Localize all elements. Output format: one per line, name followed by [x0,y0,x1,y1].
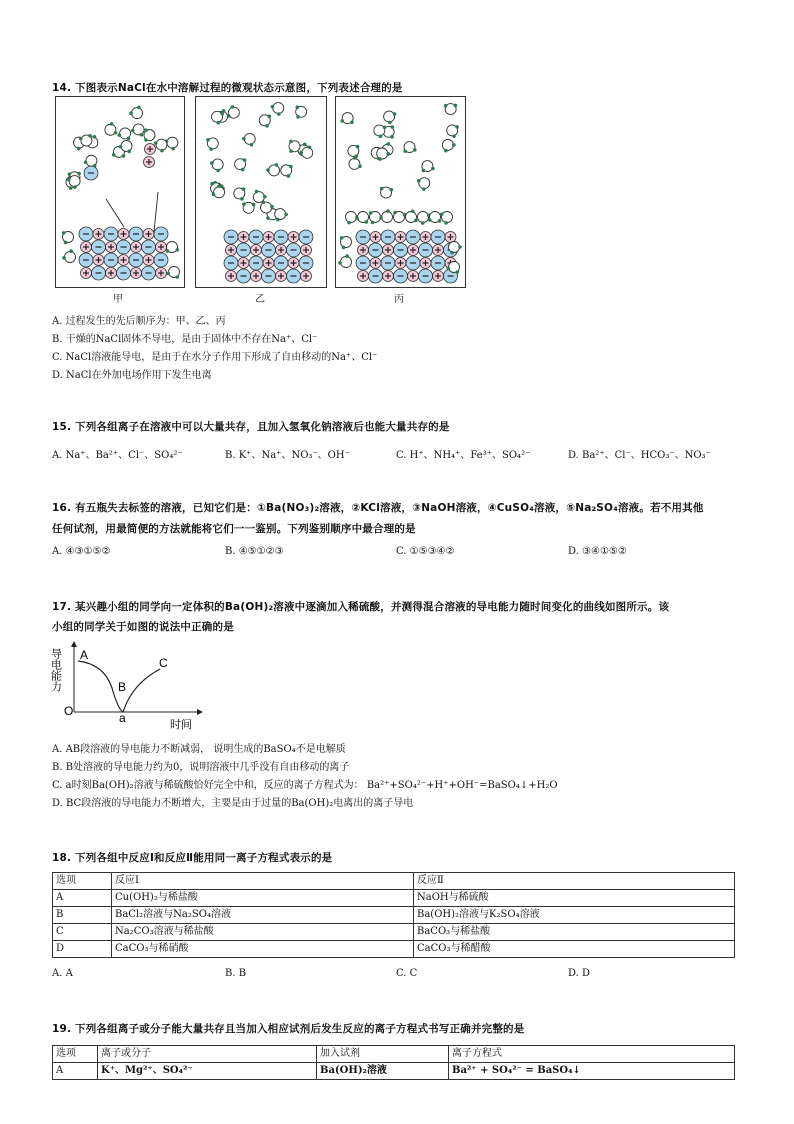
chloride-ion [154,227,168,241]
water-molecule [105,122,117,135]
water-molecule [403,142,416,153]
q17-option-c: C. a时刻Ba(OH)₂溶液与稀硫酸恰好完全中和，反应的离子方程式为： Ba²⁺+SO₄²⁻+H⁺+OH⁻=BaSO₄↓+H₂O [52,780,558,791]
water-molecule [349,156,362,169]
table-header-row [53,1046,735,1063]
table-cell: NaOH与稀硫酸 [414,890,735,907]
sodium-ion [143,255,154,266]
water-molecule [144,128,155,141]
water-molecule [253,190,266,203]
sodium-ion [408,271,419,282]
point-b-label: B [118,680,127,694]
sodium-ion [445,232,456,243]
q18-header-reaction-2: 反应Ⅱ [414,873,735,890]
water-molecule [374,125,387,138]
q16-option-c: C. ①⑤③④② [396,546,455,557]
water-molecule [338,254,351,267]
q17-option-d: D. BC段溶液的导电能力不断增大，主要是由于过量的Ba(OH)₂电离出的离子导电 [52,798,414,809]
chloride-ion [356,230,370,244]
q17-option-a: A. AB段溶液的导电能力不断减弱， 说明生成的BaSO₄不是电解质 [52,744,346,755]
table-row [53,907,735,924]
water-molecule [129,106,142,119]
beaker-bing-diagram [336,97,465,287]
chloride-ion [249,256,263,270]
water-molecule [447,125,459,138]
point-a-label: A [80,648,89,662]
sodium-ion [251,245,262,256]
sodium-ion [106,268,117,279]
water-molecule [154,139,167,152]
water-molecule [340,236,352,249]
beaker-jia-diagram [56,97,184,287]
water-molecule [242,202,255,213]
sodium-ion [288,258,299,269]
water-molecule [275,209,288,222]
table-cell: CaCO₃与稀硝酸 [112,941,414,958]
water-molecule [118,128,131,140]
water-molecule [210,159,223,172]
sodium-ion [276,245,287,256]
q15-option-b: B. K⁺、Na⁺、NO₃⁻、OH⁻ [225,450,350,461]
table-cell: C [53,924,112,941]
water-molecule [348,145,359,158]
water-molecule [206,138,218,151]
sodium-ion [370,232,381,243]
q15-option-a: A. Na⁺、Ba²⁺、Cl⁻、SO₄²⁻ [52,450,183,461]
chloride-ion [79,227,93,241]
table-cell: CaCO₃与稀醋酸 [414,941,735,958]
sodium-ion [251,271,262,282]
chloride-ion [299,256,313,270]
q15-option-d: D. Ba²⁺、Cl⁻、HCO₃⁻、NO₃⁻ [568,450,711,461]
water-molecule [449,242,462,255]
chloride-ion [431,230,445,244]
water-molecule [295,105,306,118]
beaker-jia [55,96,185,288]
table-row [53,1063,735,1080]
q15-option-c: C. H⁺、NH₄⁺、Fe³⁺、SO₄²⁻ [396,450,531,461]
water-molecule [406,209,418,222]
sodium-ion [301,245,312,256]
q17-option-b: B. B处溶液的导电能力约为0，说明溶液中几乎没有自由移动的离子 [52,762,350,773]
chloride-ion [287,243,301,257]
water-molecule [259,115,271,128]
origin-label: O [64,704,74,718]
chloride-ion [274,256,288,270]
sodium-ion [395,258,406,269]
water-molecule [266,163,279,176]
chloride-ion [117,240,131,254]
q16-title-line1: 16. 有五瓶失去标签的溶液，已知它们是：①Ba(NO₃)₂溶液，②KCl溶液，③NaOH溶液，④CuSO₄溶液，⑤Na₂SO₄溶液。若不用其他 [52,502,704,514]
q14-option-b: B. 干燥的NaCl固体不导电，是由于固体中不存在Na⁺、Cl⁻ [52,334,318,345]
sodium-ion [156,242,167,253]
water-molecule [393,211,406,223]
label-bing: 丙 [394,294,404,305]
q14-option-c: C. NaCl溶液能导电，是由于在水分子作用下形成了自由移动的Na⁺、Cl⁻ [52,352,378,363]
sodium-ion [131,268,142,279]
chloride-ion [142,266,156,280]
sodium-ion [420,258,431,269]
water-molecule [131,124,144,137]
sodium-ion [226,245,237,256]
water-molecule [341,113,354,124]
q16-option-d: D. ③④①⑤② [568,546,627,557]
q14-option-a: A. 过程发生的先后顺序为：甲、乙、丙 [52,316,226,327]
water-molecule [442,139,455,152]
table-cell: Ba(OH)₂溶液 [317,1063,449,1080]
chloride-ion [381,230,395,244]
q18-table [52,872,735,958]
chloride-ion [92,240,106,254]
chloride-ion [79,253,93,267]
chloride-ion [262,269,276,283]
water-molecule [62,249,75,262]
water-molecule [444,104,457,115]
water-molecule [418,212,431,225]
table-row [53,890,735,907]
chloride-ion [104,253,118,267]
sodium-ion [226,271,237,282]
chloride-ion [237,269,251,283]
q19-title: 19. 下列各组离子或分子能大量共存且当加入相应试剂后发生反应的离子方程式书写正确并完整的是 [52,1023,525,1035]
sodium-ion [93,255,104,266]
sodium-ion [238,258,249,269]
sodium-ion [370,258,381,269]
q19-header-option: 选项 [53,1046,98,1063]
q19-header-equation: 离子方程式 [449,1046,735,1063]
table-header-row [53,873,735,890]
q17-title-line1: 17. 某兴趣小组的同学向一定体积的Ba(OH)₂溶液中逐滴加入稀硫酸，并测得混合溶液的导电能力随时间变化的曲线如图所示。该 [52,601,670,613]
chloride-ion [369,269,383,283]
q16-title-line2: 任何试剂，用最简便的方法就能将它们一一鉴别。下列鉴别顺序中最合理的是 [52,523,416,535]
water-molecule [380,187,393,198]
q19-header-ions: 离子或分子 [98,1046,317,1063]
sodium-ion [358,245,369,256]
sodium-ion [81,242,92,253]
q18-option-c: C. C [396,968,418,979]
x-axis-label: 时间 [170,718,192,731]
q16-option-b: B. ④⑤①②③ [225,546,284,557]
sodium-ion [358,271,369,282]
water-molecule [417,178,430,191]
point-c-label: C [159,656,168,670]
sodium-ion [263,258,274,269]
label-yi: 乙 [255,294,265,305]
chloride-ion [431,256,445,270]
sodium-ion [81,268,92,279]
sodium-ion [383,245,394,256]
table-cell: Ba²⁺ + SO₄²⁻ = BaSO₄↓ [449,1063,735,1080]
chloride-ion [249,230,263,244]
water-molecule [271,103,284,116]
water-molecule [355,212,368,224]
water-molecule [369,211,381,224]
beaker-yi-diagram [196,97,326,287]
sodium-ion [288,232,299,243]
chloride-ion [356,256,370,270]
chloride-ion [394,269,408,283]
chloride-ion [287,269,301,283]
chloride-ion [419,269,433,283]
q18-header-reaction-1: 反应Ⅰ [112,873,414,890]
chloride-ion [129,253,143,267]
chloride-ion [104,227,118,241]
table-cell: Cu(OH)₂与稀盐酸 [112,890,414,907]
sodium-ion [156,268,167,279]
sodium-ion [276,271,287,282]
movement-arrow [106,199,124,227]
sodium-ion [383,271,394,282]
water-molecule [166,242,179,253]
table-cell: Ba(OH)₂溶液与K₂SO₄溶液 [414,907,735,924]
sodium-ion [106,242,117,253]
sodium-ion [131,242,142,253]
sodium-ion [238,232,249,243]
conductivity-graph [49,640,212,732]
label-jia: 甲 [113,294,123,305]
sodium-ion [118,255,129,266]
sodium-ion [143,229,154,240]
table-cell: Na₂CO₃溶液与稀盐酸 [112,924,414,941]
sodium-ion [145,144,156,155]
chloride-ion [154,253,168,267]
table-cell: A [53,890,112,907]
q18-title: 18. 下列各组中反应Ⅰ和反应Ⅱ能用同一离子方程式表示的是 [52,852,333,864]
q19-header-reagent: 加入试剂 [317,1046,449,1063]
table-row [53,941,735,958]
sodium-ion [263,232,274,243]
chloride-ion [224,230,238,244]
chloride-ion [262,243,276,257]
chloride-ion [142,240,156,254]
water-molecule [227,105,239,118]
water-molecule [234,187,246,200]
chloride-ion [406,256,420,270]
chloride-ion [369,243,383,257]
q19-table [52,1045,735,1080]
sodium-ion [93,229,104,240]
chloride-ion [419,243,433,257]
chloride-ion [394,243,408,257]
table-cell: D [53,941,112,958]
movement-arrow [154,192,158,232]
chloride-ion [406,230,420,244]
sodium-ion [433,271,444,282]
sodium-ion [118,229,129,240]
table-cell: BaCO₃与稀盐酸 [414,924,735,941]
water-molecule [62,231,74,244]
sodium-ion [433,245,444,256]
chloride-ion [274,230,288,244]
chloride-ion [129,227,143,241]
tick-a-label: a [119,711,126,725]
q14-title: 14. 下图表示NaCl在水中溶解过程的微观状态示意图，下列表述合理的是 [52,82,403,94]
chloride-ion [224,256,238,270]
chloride-ion [92,266,106,280]
q18-header-option: 选项 [53,873,112,890]
table-cell: A [53,1063,98,1080]
water-molecule [422,161,435,173]
beaker-yi [195,96,327,288]
q15-title: 15. 下列各组离子在溶液中可以大量共存，且加入氢氧化钠溶液后也能大量共存的是 [52,421,450,433]
chloride-ion [381,256,395,270]
y-axis-label: 导电能力 [49,648,63,692]
water-molecule [379,209,392,222]
water-molecule [166,267,179,279]
beaker-bing [335,96,466,288]
q14-option-d: D. NaCl在外加电场作用下发生电离 [52,370,212,381]
table-cell: B [53,907,112,924]
water-molecule [384,111,397,124]
table-row [53,924,735,941]
chloride-ion [117,266,131,280]
water-molecule [428,212,441,223]
q18-option-b: B. B [225,968,247,979]
sodium-ion [395,232,406,243]
water-molecule [440,212,453,225]
water-molecule [281,165,293,178]
q18-option-a: A. A [52,968,73,979]
water-molecule [242,133,255,146]
chloride-ion [299,230,313,244]
sodium-ion [301,271,312,282]
q16-option-a: A. ④③①⑤② [52,546,111,557]
sodium-ion [408,245,419,256]
sodium-ion [420,232,431,243]
chloride-ion [84,166,98,180]
water-molecule [235,158,247,171]
sodium-ion [144,157,155,168]
q18-option-d: D. D [568,968,591,979]
table-cell: BaCl₂溶液与Na₂SO₄溶液 [112,907,414,924]
q17-title-line2: 小组的同学关于如图的说法中正确的是 [52,621,234,633]
chloride-ion [237,243,251,257]
table-cell: K⁺、Mg²⁺、SO₄²⁻ [98,1063,317,1080]
